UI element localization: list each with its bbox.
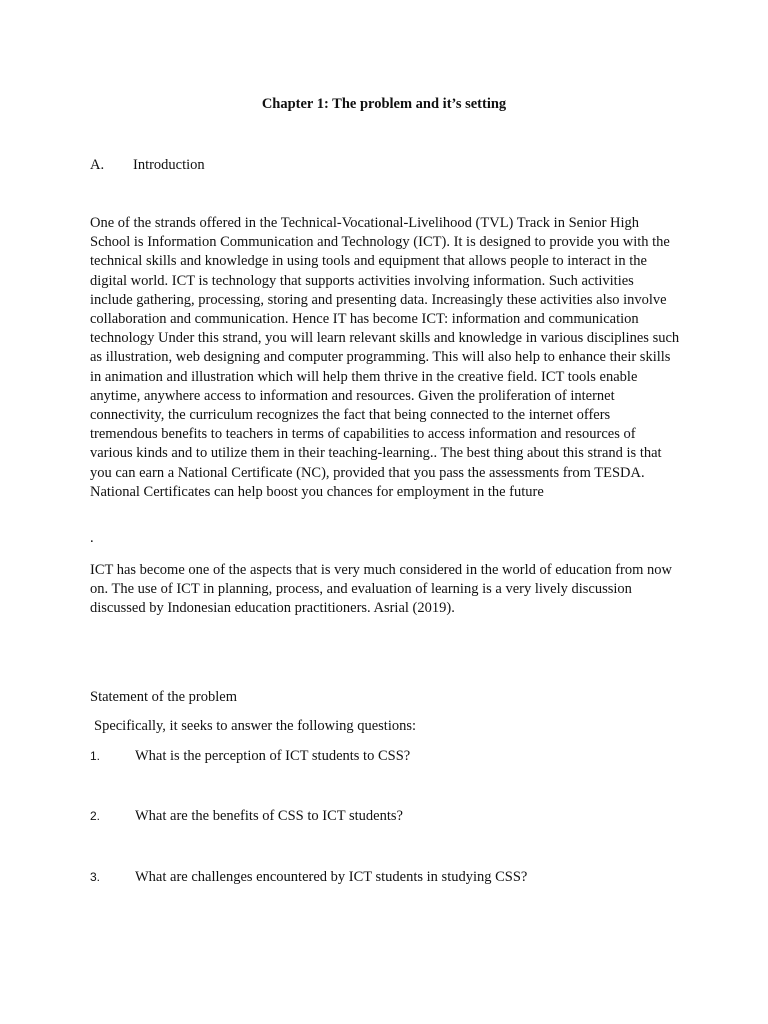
question-item — [90, 808, 403, 825]
question-number: 1. — [90, 749, 101, 763]
question-text: What is the perception of ICT students to CSS? — [135, 748, 411, 764]
ict-education-paragraph: ICT has become one of the aspects that is very much considered in the world of education from now on. The use of ICT in planning, process, and evaluation of learning is a very lively discussion discussed by Indonesian education practitioners. Asrial (2019). — [90, 562, 672, 617]
statement-of-problem-heading: Statement of the problem — [90, 689, 237, 705]
introduction-paragraph: One of the strands offered in the Technical-Vocational-Livelihood (TVL) Track in Senior High School is Information Communication and Technology (ICT). It is designed to provide you with the technical skills and knowledge in using tools and equipment that allows people to interact in the digital world. ICT is technology that supports activities involving information. Such activities include gathering, processing, storing and presenting data. Increasingly these activities also involve collaboration and communication. Hence IT has become ICT: information and communication technology Under this strand, you will learn relevant skills and knowledge in various disciplines such as illustration, web designing and computer programming. This will also help to enhance their skills in animation and illustration which will help them thrive in the creative field. ICT tools enable anytime, anywhere access to information and resources. Given the proliferation of internet connectivity, the curriculum recognizes the fact that being connected to the internet offers tremendous benefits to teachers in terms of capabilities to access information and resources of various kinds and to utilize them in their teaching-learning.. The best thing about this strand is that you can earn a National Certificate (NC), provided that you pass the assessments from TESDA. National Certificates can help boost you chances for employment in the future — [90, 215, 680, 500]
section-heading-introduction — [90, 157, 205, 174]
chapter-title: Chapter 1: The problem and it’s setting — [261, 96, 507, 112]
question-number: 2. — [90, 809, 101, 823]
question-text: What are challenges encountered by ICT students in studying CSS? — [135, 869, 528, 885]
question-text: What are the benefits of CSS to ICT students? — [135, 808, 403, 824]
question-item — [90, 748, 410, 765]
section-title: Introduction — [133, 157, 205, 173]
question-number: 3. — [90, 870, 101, 884]
question-item — [90, 869, 527, 886]
section-number: A. — [90, 157, 105, 173]
questions-intro: Specifically, it seeks to answer the following questions: — [94, 718, 417, 734]
stray-period: . — [90, 530, 94, 546]
